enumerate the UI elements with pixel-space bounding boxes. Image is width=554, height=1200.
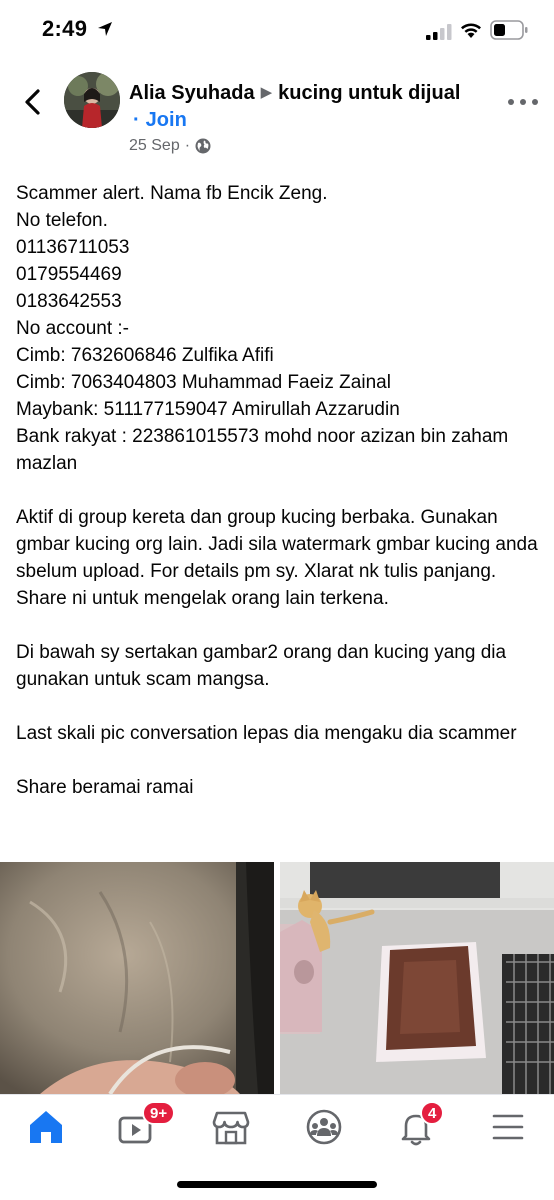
post-paragraph: Di bawah sy sertakan gambar2 orang dan kucing yang dia gunakan untuk scam mangsa. [16, 642, 512, 690]
post-date[interactable]: 25 Sep [129, 137, 180, 154]
menu-icon [486, 1107, 530, 1147]
cellular-signal-icon [426, 24, 452, 40]
post-photo-grid [0, 862, 554, 1094]
watch-badge: 9+ [142, 1101, 175, 1125]
post-line: No account :- [16, 318, 129, 339]
tab-groups[interactable] [302, 1107, 346, 1147]
group-arrow-icon: ▶ [260, 84, 273, 101]
tab-marketplace[interactable] [209, 1107, 253, 1147]
author-avatar[interactable] [64, 72, 120, 128]
tab-watch[interactable] [114, 1105, 168, 1147]
status-bar [0, 0, 554, 62]
cat-fur-closeup-photo [0, 862, 274, 1094]
back-button[interactable] [18, 86, 48, 118]
post-author-line [129, 82, 460, 105]
post-paragraph: Aktif di group kereta dan group kucing berbaka. Gunakan gmbar kucing org lain. Jadi sila watermark gmbar kucing anda sbelum upload. For details pm sy. Xlarat nk tulis panjang. Share ni untuk mengelak orang lain terkena. [16, 507, 543, 609]
home-icon [24, 1107, 68, 1147]
account-line: Cimb: 7063404803 Muhammad Faeiz Zainal [16, 372, 391, 393]
status-time: 2:49 [42, 16, 88, 41]
post-paragraph: Last skali pic conversation lepas dia mengaku dia scammer [16, 723, 517, 744]
post-photo-1[interactable] [0, 862, 274, 1094]
phone-number[interactable]: 0179554469 [16, 264, 122, 285]
battery-icon [490, 20, 528, 40]
post-paragraph: Share beramai ramai [16, 777, 194, 798]
post-line: Scammer alert. Nama fb Encik Zeng. [16, 183, 328, 204]
join-label[interactable]: Join [145, 109, 187, 131]
join-separator: · [133, 109, 140, 131]
marketplace-icon [209, 1107, 253, 1147]
groups-icon [302, 1107, 346, 1147]
phone-number[interactable]: 01136711053 [16, 237, 130, 258]
tab-notifications[interactable] [394, 1107, 438, 1147]
post-line: No telefon. [16, 210, 108, 231]
notifications-badge: 4 [420, 1101, 444, 1125]
join-group-link[interactable] [133, 109, 187, 132]
post-meta [129, 137, 211, 155]
post-photo-2[interactable] [280, 862, 554, 1094]
more-options-button[interactable] [506, 92, 540, 112]
home-indicator [177, 1181, 377, 1188]
wifi-icon [459, 21, 483, 39]
meta-separator: · [184, 137, 191, 154]
location-arrow-icon [96, 20, 114, 38]
account-line: Cimb: 7632606846 Zulfika Afifi [16, 345, 274, 366]
tab-home[interactable] [24, 1107, 68, 1147]
public-globe-icon [195, 138, 211, 154]
tab-menu[interactable] [486, 1107, 530, 1147]
account-line: Bank rakyat : 223861015573 mohd noor azizan bin zaham mazlan [16, 426, 514, 474]
avatar-photo [64, 72, 120, 128]
phone-number[interactable]: 0183642553 [16, 291, 122, 312]
author-name[interactable]: Alia Syuhada [129, 82, 255, 104]
post-text [16, 180, 543, 801]
group-name[interactable]: kucing untuk dijual [278, 82, 461, 104]
account-line: Maybank: 511177159047 Amirullah Azzarudin [16, 399, 400, 420]
cat-and-carrier-photo [280, 862, 554, 1094]
